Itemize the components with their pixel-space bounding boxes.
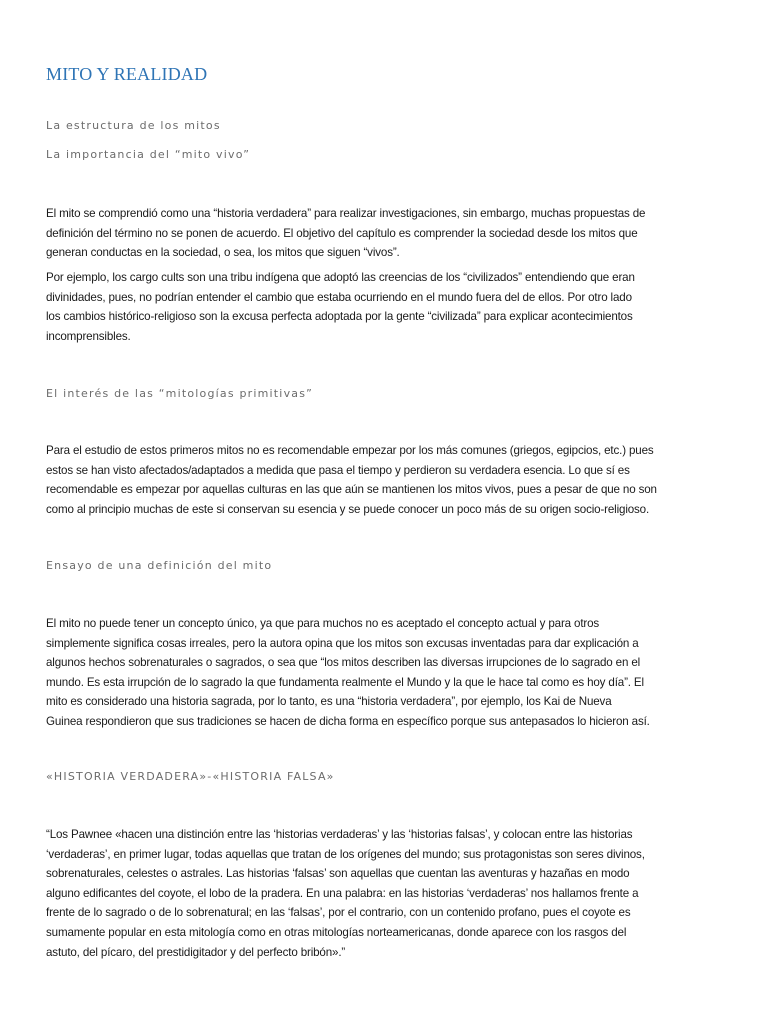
- heading-importancia: La importancia del “mito vivo”: [46, 148, 251, 161]
- text-line: algunos hechos sobrenaturales o sagrados, o sea que “los mitos describen las diversas irrupciones de lo sagrado en el: [46, 656, 641, 670]
- text-line: simplemente significa cosas irreales, pero la autora opina que los mitos son excusas inventadas para dar explicación a: [46, 636, 639, 650]
- text-line: Para el estudio de estos primeros mitos no es recomendable empezar por los más comunes (griegos, egipcios, etc.) pues: [46, 444, 654, 457]
- text-line: sobrenaturales, celestes o astrales. Las historias ‘falsas’ son aquellas que cuentan las aventuras y hazañas en modo: [46, 867, 630, 881]
- heading-estructura: La estructura de los mitos: [46, 119, 221, 132]
- heading-interes: El interés de las “mitologías primitivas”: [46, 387, 314, 400]
- text-line: generan conductas en la sociedad, o sea, los mitos que siguen “vivos”.: [46, 246, 400, 260]
- text-line: El mito se comprendió como una “historia verdadera” para realizar investigaciones, sin embargo, muchas propuestas de: [46, 207, 646, 220]
- text-line: El mito no puede tener un concepto único, ya que para muchos no es aceptado el concepto actual y para otros: [46, 617, 600, 630]
- heading-historia: «HISTORIA VERDADERA»-«HISTORIA FALSA»: [46, 770, 335, 783]
- text-line: definición del término no se ponen de acuerdo. El objetivo del capítulo es comprender la sociedad desde los mitos que: [46, 226, 638, 240]
- paragraph-primeros-mitos: [46, 441, 728, 519]
- text-line: como al principio muchas de este si conservan su esencia y se puede conocer un poco más de su origen socio-religioso.: [46, 502, 650, 516]
- text-line: estos se han visto afectados/adaptados a medida que pasa el tiempo y perdieron su verdadera esencia. Lo que sí es: [46, 463, 630, 477]
- text-line: recomendable es empezar por aquellas culturas en las que aún se mantienen los mitos vivos, pues a pesar de que no son: [46, 483, 657, 497]
- paragraph-pawnee-quote: [46, 825, 728, 962]
- text-line: Por ejemplo, los cargo cults son una tribu indígena que adoptó las creencias de los “civilizados” entendiendo que eran: [46, 271, 635, 284]
- text-line: mito es considerado una historia sagrada, por lo tanto, es una “historia verdadera”, por ejemplo, los Kai de Nueva: [46, 695, 612, 709]
- text-line: frente de lo sagrado o de lo sobrenatural; en las ‘falsas’, por el contrario, con un contenido profano, pues el coyote es: [46, 906, 631, 920]
- text-line: divinidades, pues, no podrían entender el cambio que estaba ocurriendo en el mundo fuera del de ellos. Por otro lado: [46, 290, 632, 304]
- paragraph-mito-vivo: [46, 204, 728, 263]
- text-line: mundo. Es esta irrupción de lo sagrado la que fundamenta realmente el Mundo y la que le hace tal como es hoy día”. El: [46, 675, 644, 689]
- text-line: Guinea respondieron que sus tradiciones se hacen de dicha forma en específico porque sus antepasados lo hicieron así.: [46, 714, 650, 728]
- text-line: sumamente popular en esta mitología como en otras mitologías norteamericanas, donde aparece con los rasgos del: [46, 925, 627, 939]
- paragraph-cargo-cults: [46, 268, 728, 346]
- text-line: los cambios histórico-religioso son la excusa perfecta adoptada por la gente “civilizada” para explicar acontecimientos: [46, 310, 633, 324]
- text-line: astuto, del pícaro, del prestidigitador y del perfecto bribón».”: [46, 945, 346, 959]
- document-title: MITO Y REALIDAD: [46, 64, 208, 84]
- text-line: ‘verdaderas’, en primer lugar, todas aquellas que tratan de los orígenes del mundo; sus protagonistas son seres divinos,: [46, 847, 645, 861]
- text-line: alguno edificantes del coyote, el lobo de la pradera. En una palabra: en las historias ‘verdaderas’ nos hallamos frente a: [46, 886, 639, 900]
- paragraph-definicion: [46, 614, 728, 732]
- text-line: incomprensibles.: [46, 329, 131, 343]
- heading-ensayo: Ensayo de una definición del mito: [46, 559, 273, 572]
- text-line: “Los Pawnee «hacen una distinción entre las ‘historias verdaderas’ y las ‘historias falsas’, y colocan entre las historias: [46, 828, 633, 841]
